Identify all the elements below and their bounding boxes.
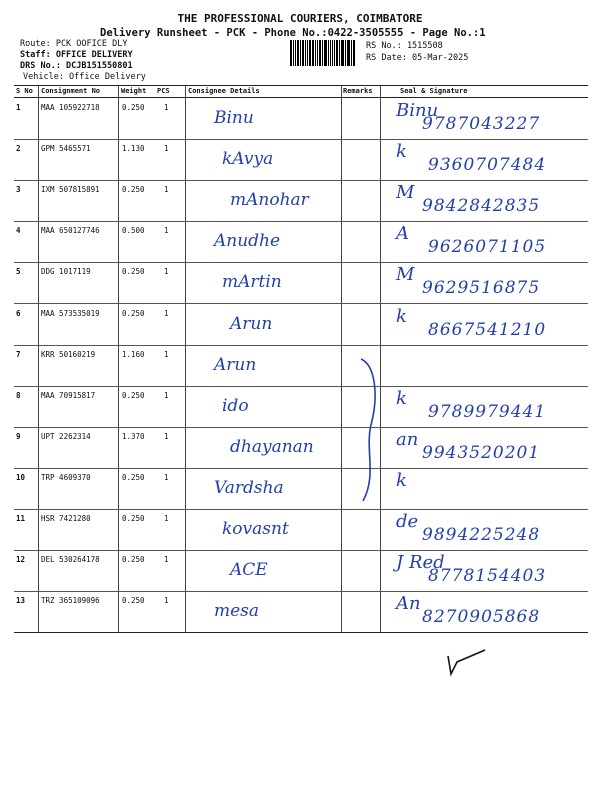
row-consignment-no: DEL 530264178 (41, 555, 100, 565)
row-weight: 0.250 (122, 390, 145, 400)
row-consignment-no: IXM 507815891 (41, 185, 100, 195)
company-title: THE PROFESSIONAL COURIERS, COIMBATORE (177, 12, 423, 25)
table-row (14, 468, 588, 510)
row-pcs: 1 (164, 103, 169, 112)
row-consignee-name: Binu (214, 108, 254, 128)
rs-number: RS No.: 1515508 (366, 41, 443, 51)
row-signature-mark: M (396, 182, 415, 204)
row-weight: 0.500 (122, 226, 145, 236)
rs-date: RS Date: 05-Mar-2025 (366, 53, 469, 63)
row-sno: 11 (16, 514, 26, 523)
row-signature-mark: Binu (396, 100, 439, 121)
row-consignment-no: TRZ 365109096 (41, 596, 100, 606)
table-row (14, 221, 588, 263)
row-sno: 4 (16, 226, 21, 236)
row-consignee-name: Anudhe (214, 231, 281, 252)
row-weight: 0.250 (122, 185, 145, 195)
row-weight: 1.130 (122, 144, 145, 154)
row-sno: 7 (16, 349, 21, 359)
row-sno: 13 (16, 596, 26, 606)
vehicle-label: Vehicle: Office Delivery (23, 72, 146, 82)
row-consignee-name: ACE (230, 560, 268, 581)
col-pcs-header: PCS (157, 87, 170, 95)
row-sno: 12 (16, 555, 26, 565)
row-sno: 10 (16, 472, 26, 482)
row-consignee-name: ido (222, 395, 249, 416)
runsheet-subtitle: Delivery Runsheet - PCK - Phone No.:0422-3505555 - Page No.:1 (100, 27, 486, 39)
row-pcs: 1 (164, 349, 169, 359)
barcode-image (290, 40, 356, 66)
table-row (14, 427, 588, 469)
row-signature-mark: k (396, 469, 407, 491)
row-consignee-name: Arun (230, 313, 273, 334)
verification-tick-mark (445, 648, 490, 678)
row-consignee-name: kovasnt (222, 519, 289, 539)
table-header (14, 86, 588, 98)
row-signature-phone: 9360707484 (428, 155, 547, 176)
staff-label: Staff: OFFICE DELIVERY (20, 50, 133, 60)
col-consignment-header: Consignment No (41, 87, 101, 95)
row-sno: 3 (16, 185, 21, 195)
row-consignee-name: dhayanan (230, 436, 314, 457)
col-sno-header: S No (16, 87, 33, 95)
row-signature-mark: k (396, 305, 407, 327)
table-row (14, 386, 588, 428)
row-signature-phone: 8270905868 (422, 607, 541, 628)
table-row (14, 180, 588, 222)
col-remarks-header: Remarks (343, 87, 373, 95)
row-signature-phone: 9894225248 (422, 525, 541, 545)
row-signature-mark: A (396, 223, 409, 245)
row-signature-mark: An (396, 593, 421, 615)
row-weight: 1.160 (122, 349, 145, 359)
row-weight: 0.250 (122, 308, 145, 318)
row-consignment-no: MAA 573535019 (41, 308, 100, 318)
row-pcs: 1 (164, 144, 169, 154)
row-consignment-no: MAA 650127746 (41, 226, 100, 236)
remarks-bracket-mark (355, 355, 385, 505)
row-pcs: 1 (164, 226, 169, 236)
row-consignee-name: Arun (214, 354, 257, 375)
row-signature-phone: 8667541210 (428, 319, 547, 340)
row-consignee-name: Vardsha (214, 477, 284, 498)
row-signature-phone: 9626071105 (428, 237, 547, 258)
row-consignment-no: DDG 1017119 (41, 267, 91, 277)
row-weight: 0.250 (122, 555, 145, 565)
row-consignment-no: HSR 7421280 (41, 514, 91, 523)
row-consignee-name: kAvya (222, 149, 274, 170)
row-sno: 1 (16, 103, 21, 112)
table-row (14, 345, 588, 387)
row-signature-phone: 9629516875 (422, 278, 541, 299)
table-row (14, 591, 588, 632)
row-weight: 0.250 (122, 267, 145, 277)
row-sno: 2 (16, 144, 21, 154)
row-pcs: 1 (164, 596, 169, 606)
drs-number: DRS No.: DCJB151550801 (20, 61, 133, 71)
row-pcs: 1 (164, 185, 169, 195)
row-signature-mark: an (396, 428, 419, 450)
table-row (14, 304, 588, 346)
row-pcs: 1 (164, 514, 169, 523)
runsheet-table (14, 85, 588, 633)
table-row (14, 509, 588, 551)
row-consignment-no: MAA 70915817 (41, 390, 96, 400)
row-consignment-no: GPM 5465571 (41, 144, 91, 154)
route-label: Route: PCK OOFICE DLY (20, 39, 128, 49)
col-consignee-header: Consignee Details (188, 87, 260, 95)
row-pcs: 1 (164, 472, 169, 482)
row-consignee-name: mArtin (222, 272, 282, 293)
row-consignment-no: KRR 50160219 (41, 349, 96, 359)
row-signature-mark: de (396, 511, 419, 532)
row-signature-mark: J Red (396, 552, 445, 574)
row-weight: 0.250 (122, 103, 145, 112)
row-weight: 0.250 (122, 472, 145, 482)
row-pcs: 1 (164, 555, 169, 565)
row-consignee-name: mAnohar (230, 190, 309, 211)
table-row (14, 262, 588, 304)
row-sno: 5 (16, 267, 21, 277)
row-sno: 6 (16, 308, 21, 318)
col-weight-header: Weight (121, 87, 147, 95)
row-signature-phone: 9787043227 (422, 114, 541, 134)
row-pcs: 1 (164, 390, 169, 400)
row-sno: 9 (16, 431, 21, 441)
table-row (14, 550, 588, 592)
row-pcs: 1 (164, 267, 169, 277)
row-signature-phone: 9789979441 (428, 401, 547, 422)
row-signature-phone: 9842842835 (422, 196, 541, 217)
table-row (14, 98, 588, 140)
row-signature-mark: k (396, 141, 407, 163)
row-consignee-name: mesa (214, 601, 260, 622)
row-signature-phone: 9943520201 (422, 442, 541, 463)
row-pcs: 1 (164, 431, 169, 441)
table-row (14, 139, 588, 181)
row-consignment-no: TRP 4609370 (41, 472, 91, 482)
row-consignment-no: MAA 105922718 (41, 103, 100, 112)
row-pcs: 1 (164, 308, 169, 318)
row-consignment-no: UPT 2262314 (41, 431, 91, 441)
row-signature-mark: M (396, 264, 415, 286)
row-signature-phone: 8778154403 (428, 566, 547, 587)
row-weight: 0.250 (122, 596, 145, 606)
row-weight: 0.250 (122, 514, 145, 523)
row-weight: 1.370 (122, 431, 145, 441)
col-signature-header: Seal & Signature (400, 87, 468, 95)
row-sno: 8 (16, 390, 21, 400)
row-signature-mark: k (396, 387, 407, 409)
